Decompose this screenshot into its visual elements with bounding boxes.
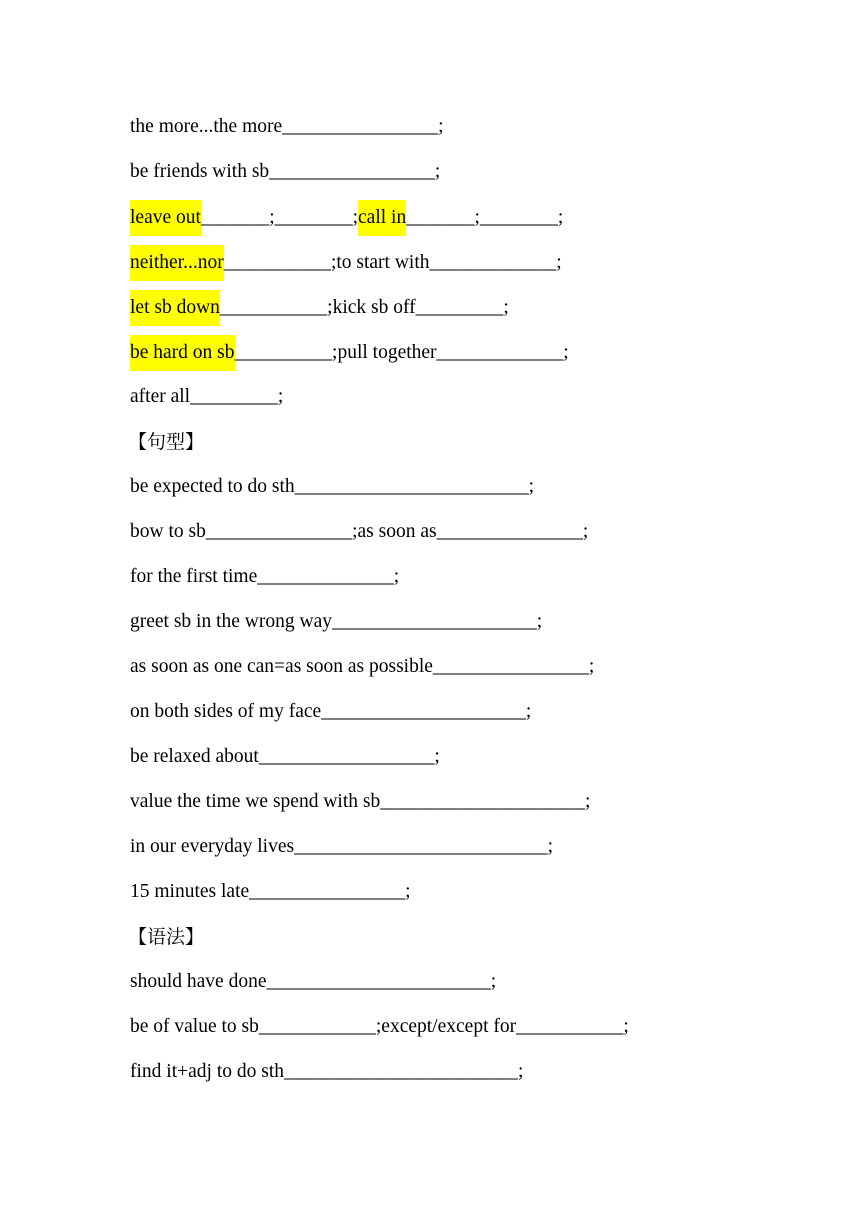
- phrase-line-17: [130, 830, 830, 875]
- phrase-line-18: [130, 875, 830, 920]
- phrase-text: _______;________;: [406, 207, 564, 228]
- highlighted-phrase-let-sb-down: let sb down: [130, 290, 220, 326]
- phrase-text: on both sides of my face_____________________;: [130, 701, 532, 722]
- phrase-line-14: [130, 695, 830, 740]
- phrase-text: for the first time______________;: [130, 566, 400, 587]
- phrase-text: the more...the more________________;: [130, 116, 444, 137]
- phrase-text: ___________;kick sb off_________;: [219, 297, 509, 318]
- phrase-text: as soon as one can=as soon as possible________________;: [130, 656, 595, 677]
- phrase-text: greet sb in the wrong way_____________________;: [130, 611, 543, 632]
- phrase-line-6: [130, 335, 830, 380]
- phrase-text: after all_________;: [130, 386, 284, 407]
- phrase-text: bow to sb_______________;as soon as_______________;: [130, 521, 589, 542]
- phrase-text: __________;pull together_____________;: [234, 342, 569, 363]
- highlighted-phrase-leave-out: leave out: [130, 200, 201, 236]
- phrase-text: value the time we spend with sb_____________________;: [130, 791, 591, 812]
- section-heading: 【语法】: [128, 926, 205, 948]
- phrase-line-5: [130, 290, 830, 335]
- phrase-line-3: [130, 200, 830, 245]
- highlighted-phrase-be-hard-on-sb: be hard on sb: [130, 335, 235, 371]
- phrase-line-11: [130, 560, 830, 605]
- phrase-line-16: [130, 785, 830, 830]
- phrase-text: be friends with sb_________________;: [130, 161, 441, 182]
- section-heading-grammar: [130, 920, 830, 965]
- highlighted-phrase-call-in: call in: [358, 200, 406, 236]
- phrase-line-21: [130, 1010, 830, 1055]
- phrase-line-22: [130, 1055, 830, 1100]
- phrase-text: _______;________;: [200, 207, 359, 228]
- phrase-line-13: [130, 650, 830, 695]
- phrase-text: ___________;to start with_____________;: [223, 252, 562, 273]
- phrase-line-10: [130, 515, 830, 560]
- phrase-line-15: [130, 740, 830, 785]
- phrase-line-20: [130, 965, 830, 1010]
- phrase-text: find it+adj to do sth________________________;: [130, 1061, 524, 1082]
- phrase-line-4: [130, 245, 830, 290]
- phrase-line-7: [130, 380, 830, 425]
- phrase-text: be relaxed about__________________;: [130, 746, 440, 767]
- phrase-text: should have done_______________________;: [130, 971, 497, 992]
- highlighted-phrase-neither-nor: neither...nor: [130, 245, 224, 281]
- document-body: [130, 110, 830, 1100]
- phrase-line-1: [130, 110, 830, 155]
- phrase-text: in our everyday lives__________________________;: [130, 836, 553, 857]
- section-heading-sentence-patterns: [130, 425, 830, 470]
- phrase-line-9: [130, 470, 830, 515]
- section-heading: 【句型】: [128, 431, 205, 453]
- phrase-line-12: [130, 605, 830, 650]
- phrase-line-2: [130, 155, 830, 200]
- phrase-text: 15 minutes late________________;: [130, 881, 411, 902]
- phrase-text: be of value to sb____________;except/except for___________;: [130, 1016, 629, 1037]
- phrase-text: be expected to do sth________________________;: [130, 476, 535, 497]
